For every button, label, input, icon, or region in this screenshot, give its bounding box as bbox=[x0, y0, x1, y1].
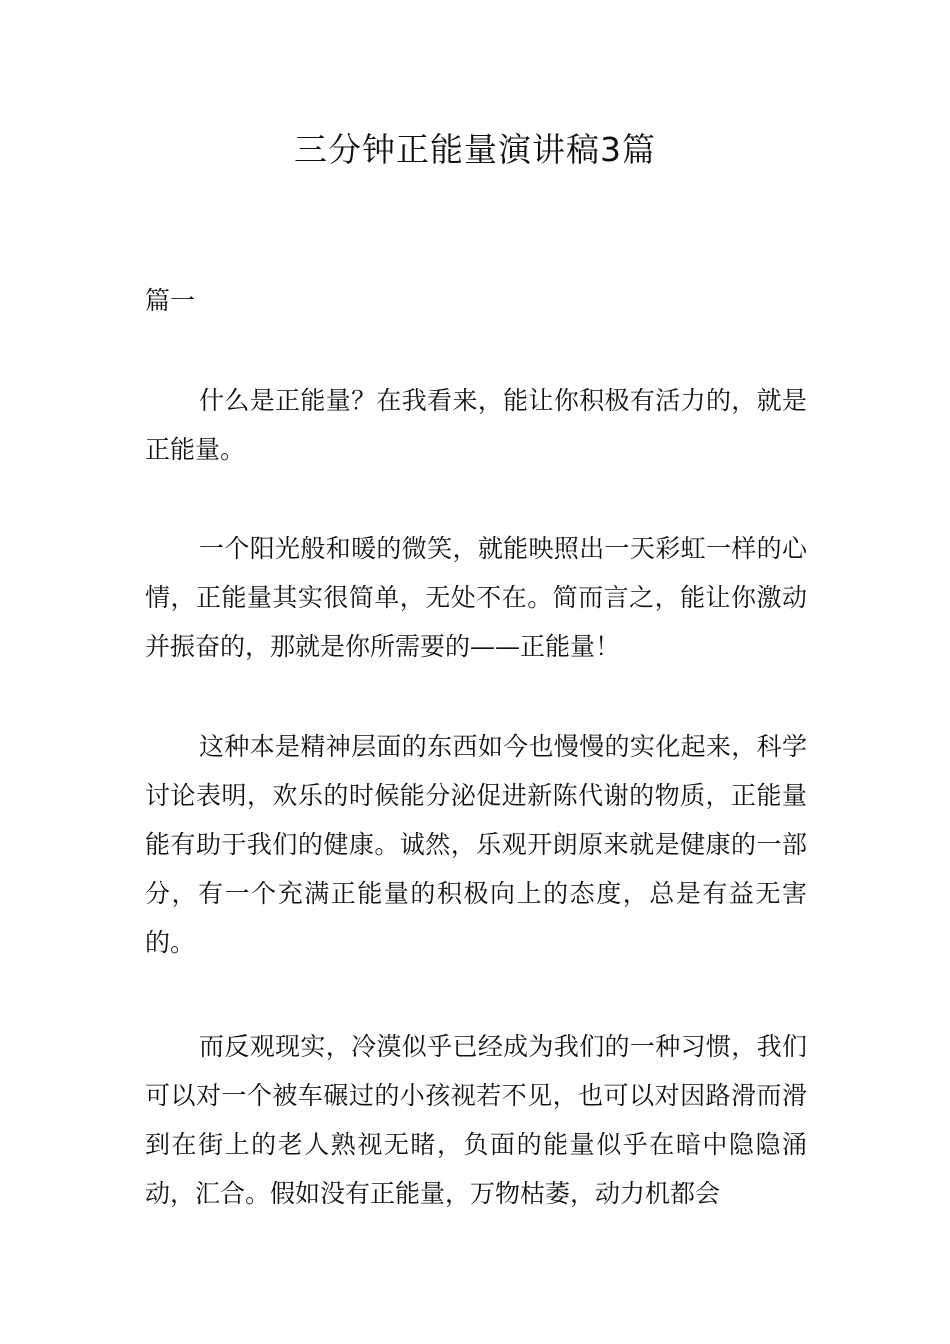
section-heading: 篇一 bbox=[145, 286, 196, 315]
document-title: 三分钟正能量演讲稿3篇 bbox=[294, 130, 656, 169]
paragraph-3: 这种本是精神层面的东西如今也慢慢的实化起来，科学讨论表明，欢乐的时候能分泌促进新陈代谢的物质，正能量能有助于我们的健康。诚然，乐观开朗原来就是健康的一部分，有一个充满正能量的积极向上的态度，总是有益无害的。 bbox=[145, 732, 807, 957]
paragraph-1: 什么是正能量？在我看来，能让你积极有活力的，就是正能量。 bbox=[145, 386, 807, 464]
paragraph-4: 而反观现实，冷漠似乎已经成为我们的一种习惯，我们可以对一个被车碾过的小孩视若不见，也可以对因路滑而滑到在街上的老人熟视无睹，负面的能量似乎在暗中隐隐涌动，汇合。假如没有正能量，万物枯萎，动力机都会 bbox=[145, 1032, 807, 1208]
paragraph-2: 一个阳光般和暖的微笑，就能映照出一天彩虹一样的心情，正能量其实很简单，无处不在。简而言之，能让你激动并振奋的，那就是你所需要的——正能量！ bbox=[145, 534, 807, 661]
